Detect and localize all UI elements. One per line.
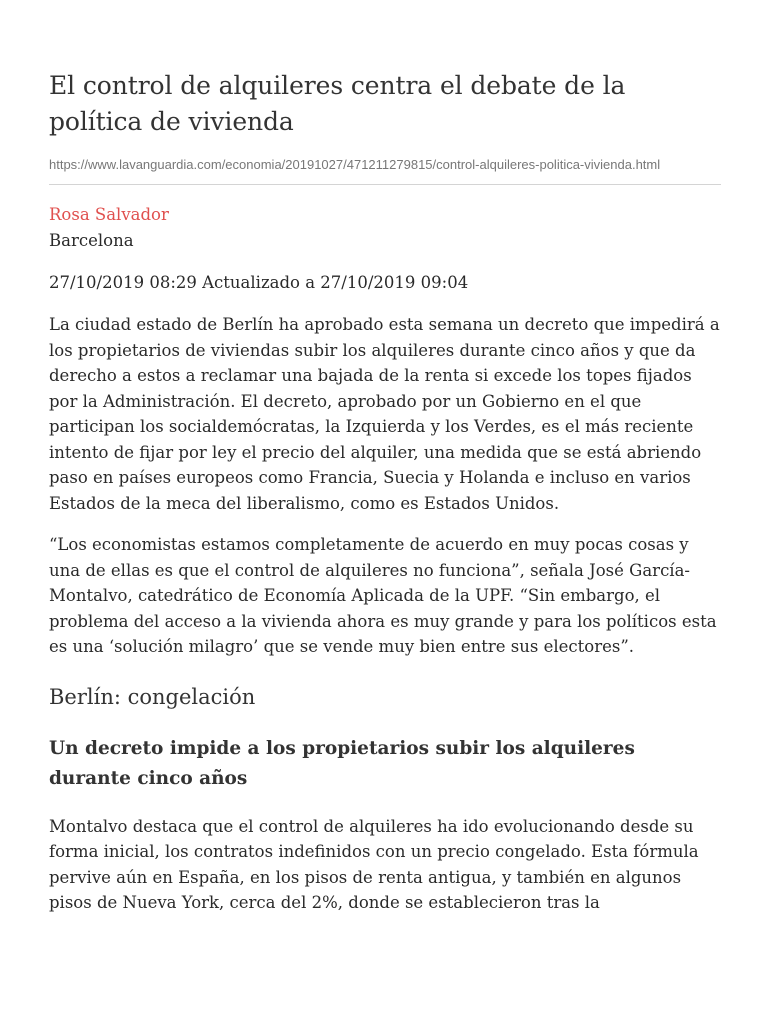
paragraph-2: “Los economistas estamos completamente de acuerdo en muy pocas cosas y una de ellas es que el control de alquileres no funciona”, señala José García-Montalvo, catedrático de Economía Aplicada de la UPF. “Sin embargo, el problema del acceso a la vivienda ahora es muy grande y para los políticos esta es una ‘solución milagro’ que se vende muy bien entre sus electores”.: [49, 535, 717, 656]
author-link[interactable]: Rosa Salvador: [49, 205, 169, 224]
article-title: El control de alquileres centra el debate de la política de vivienda: [49, 71, 626, 136]
article: [49, 68, 721, 916]
paragraph-1: La ciudad estado de Berlín ha aprobado esta semana un decreto que impedirá a los propietarios de viviendas subir los alquileres durante cinco años y que da derecho a estos a reclamar una bajada de la renta si excede los topes fijados por la Administración. El decreto, aprobado por un Gobierno en el que participan los socialdemócratas, la Izquierda y los Verdes, es el más reciente intento de fijar por ley el precio del alquiler, una medida que se está abriendo paso en países europeos como Francia, Suecia y Holanda e incluso en varios Estados de la meca del liberalismo, como es Estados Unidos.: [49, 315, 720, 513]
paragraph-3: Montalvo destaca que el control de alquileres ha ido evolucionando desde su forma inicial, los contratos indefinidos con un precio congelado. Esta fórmula pervive aún en España, en los pisos de renta antigua, y también en algunos pisos de Nueva York, cerca del 2%, donde se establecieron tras la: [49, 816, 699, 912]
source-url[interactable]: https://www.lavanguardia.com/economia/20191027/471211279815/control-alquileres-politica-vivienda.html: [49, 154, 721, 185]
location: Barcelona: [49, 231, 134, 250]
subheading: Un decreto impide a los propietarios subir los alquileres durante cinco años: [49, 737, 635, 789]
section-heading: Berlín: congelación: [49, 684, 256, 709]
dateline: 27/10/2019 08:29 Actualizado a 27/10/2019 09:04: [49, 273, 469, 292]
